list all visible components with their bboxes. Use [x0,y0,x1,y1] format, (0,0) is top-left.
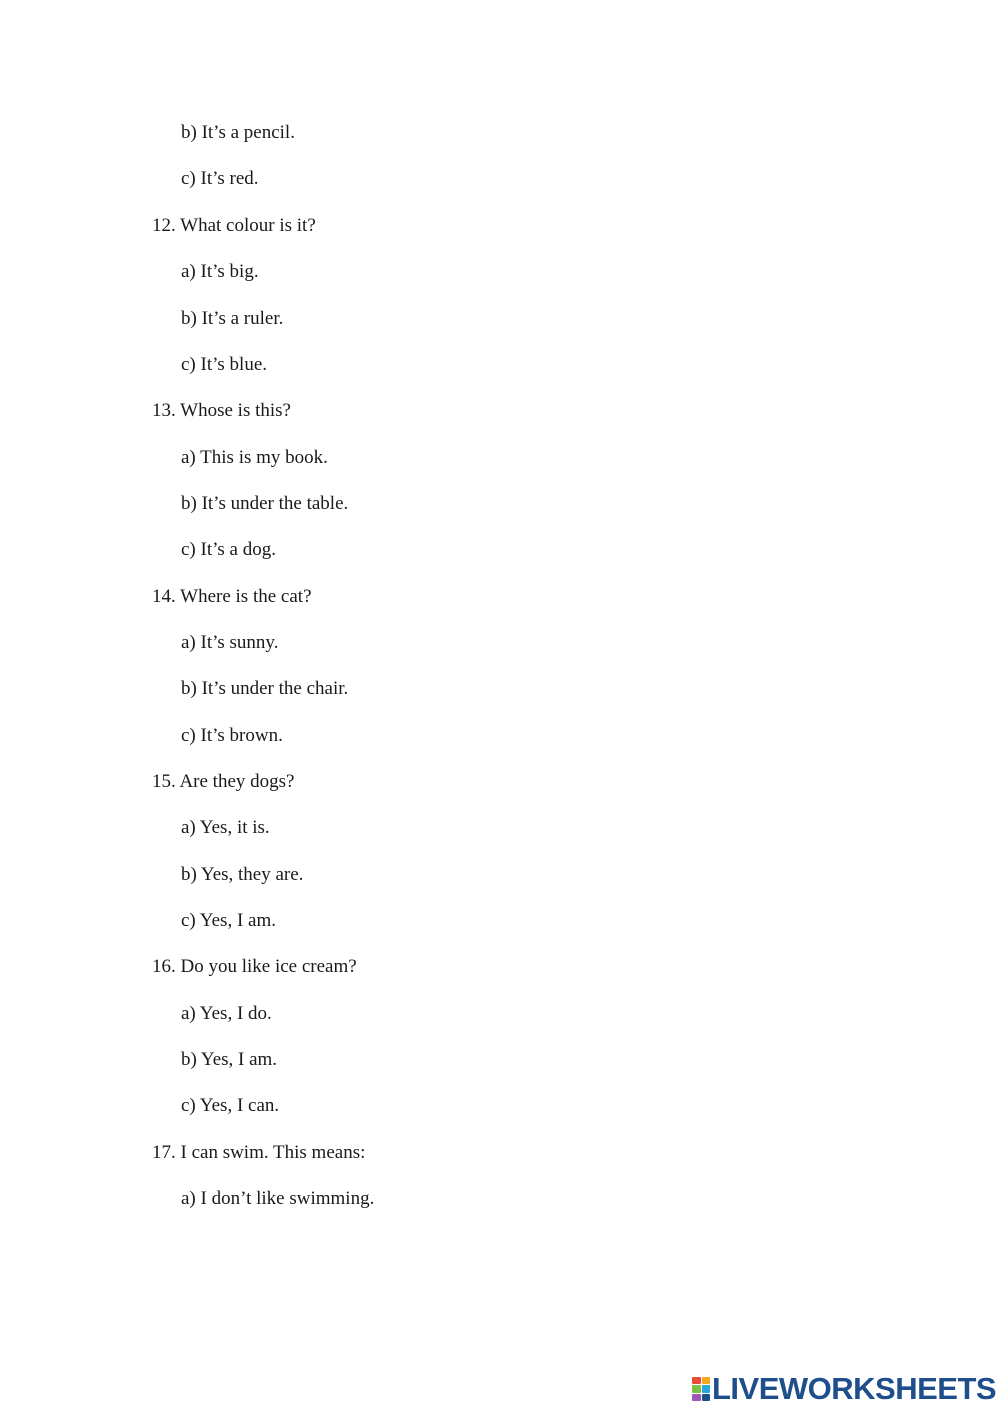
question-12: 12. What colour is it? [152,215,316,236]
question-15: 15. Are they dogs? [152,771,295,792]
option-a: a) I don’t like swimming. [181,1188,375,1209]
liveworksheets-logo-icon [692,1377,710,1401]
option-a: a) It’s sunny. [181,632,279,653]
logo-mark-tile [692,1385,701,1392]
option-b: b) It’s under the chair. [181,678,349,699]
option-b: b) It’s a pencil. [181,122,295,143]
option-a: a) This is my book. [181,447,328,468]
question-16: 16. Do you like ice cream? [152,956,357,977]
option-a: a) Yes, it is. [181,817,270,838]
option-c: c) Yes, I can. [181,1095,280,1116]
logo-mark-tile [702,1377,711,1384]
option-c: c) It’s red. [181,168,259,189]
question-13: 13. Whose is this? [152,400,291,421]
liveworksheets-logo-text: LIVEWORKSHEETS [712,1371,997,1406]
logo-mark-tile [692,1377,701,1384]
option-a: a) It’s big. [181,261,259,282]
option-c: c) Yes, I am. [181,910,276,931]
liveworksheets-logo [692,1372,996,1406]
question-14: 14. Where is the cat? [152,586,312,607]
option-b: b) Yes, I am. [181,1049,278,1070]
option-b: b) It’s a ruler. [181,308,284,329]
option-b: b) It’s under the table. [181,493,349,514]
option-c: c) It’s brown. [181,725,283,746]
logo-mark-tile [702,1385,711,1392]
option-c: c) It’s blue. [181,354,268,375]
logo-mark-tile [692,1394,701,1401]
option-c: c) It’s a dog. [181,539,276,560]
question-17: 17. I can swim. This means: [152,1142,366,1163]
option-a: a) Yes, I do. [181,1003,272,1024]
option-b: b) Yes, they are. [181,864,304,885]
logo-mark-tile [702,1394,711,1401]
